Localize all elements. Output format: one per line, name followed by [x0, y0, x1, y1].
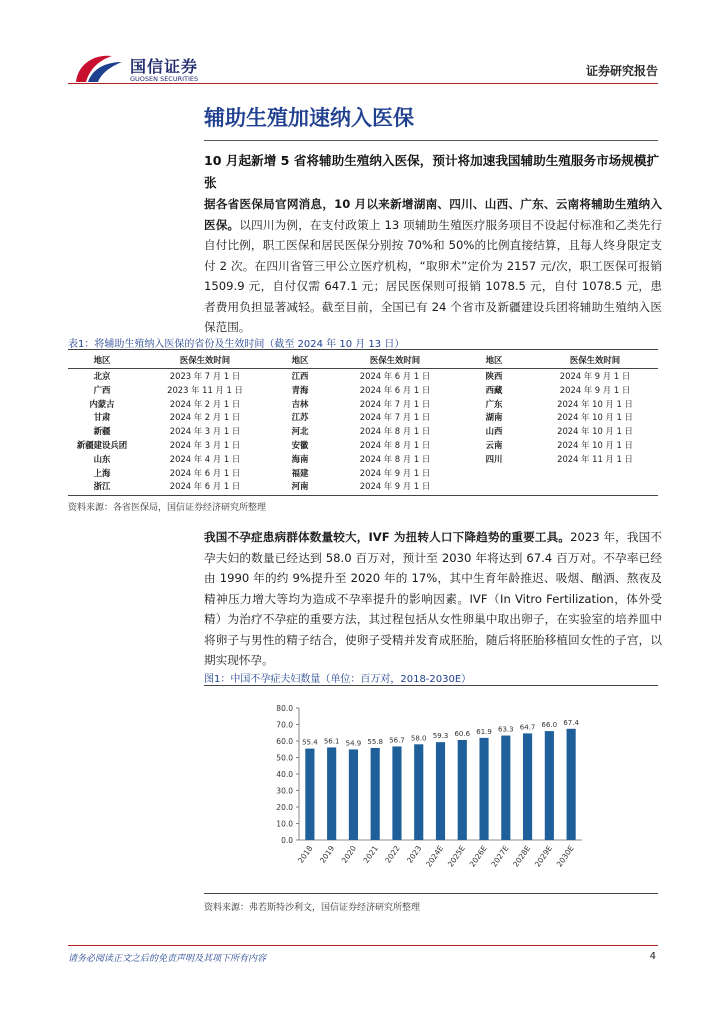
logo-chinese-name: 国信证券 — [130, 57, 199, 76]
figure-bottom-rule — [204, 893, 658, 894]
table-cell-date: 2024 年 3 月 1 日 — [169, 426, 241, 437]
table-cell-region: 上海 — [93, 467, 111, 478]
table-cell-region: 山西 — [485, 426, 503, 437]
bar-2018 — [305, 749, 314, 840]
table-cell-date: 2023 年 11 月 1 日 — [167, 384, 243, 395]
footer-disclaimer: 请务必阅读正文之后的免责声明及其项下所有内容 — [68, 954, 267, 964]
table-cell-date: 2024 年 8 月 1 日 — [359, 453, 431, 464]
table-header-region: 地区 — [93, 355, 111, 365]
table-cell-date: 2024 年 9 月 1 日 — [359, 481, 431, 492]
data-label: 64.7 — [519, 723, 536, 732]
table-cell-date: 2024 年 11 月 1 日 — [557, 453, 633, 464]
table-cell-region: 北京 — [93, 371, 111, 381]
paragraph-insurance-policy — [204, 194, 662, 338]
data-label: 56.1 — [323, 737, 340, 746]
table-cell-region: 新疆 — [93, 426, 111, 437]
data-label: 58.0 — [410, 734, 427, 743]
y-tick-label: 10.0 — [276, 819, 293, 829]
table-cell-date: 2024 年 10 月 1 日 — [557, 426, 633, 437]
paragraph-ivf — [204, 527, 662, 671]
data-label: 59.3 — [432, 732, 449, 741]
bar-2027E — [501, 736, 510, 840]
table-cell-region: 河南 — [291, 481, 309, 492]
data-label: 61.9 — [476, 727, 492, 736]
company-logo — [72, 52, 200, 92]
y-tick-label: 70.0 — [276, 720, 293, 730]
table-cell-date: 2024 年 2 月 1 日 — [169, 398, 241, 409]
table-cell-region: 浙江 — [93, 481, 111, 492]
data-label: 56.7 — [389, 736, 405, 745]
bar-2028E — [523, 733, 532, 840]
table-header-region: 地区 — [485, 355, 503, 365]
table-cell-region: 安徽 — [291, 440, 309, 450]
table-header-rule — [68, 368, 658, 369]
table-cell-region: 新疆建设兵团 — [76, 440, 128, 450]
table-cell-date: 2024 年 3 月 1 日 — [169, 440, 241, 450]
table-cell-region: 湖南 — [485, 412, 503, 423]
paragraph-lead: 据各省医保局官网消息，10 月以来新增湖南、四川、山西、广东、云南将辅助生殖纳入医保。 — [204, 197, 662, 232]
bar-2024E — [436, 742, 445, 840]
x-tick-label: 2030E — [554, 843, 576, 869]
y-tick-label: 20.0 — [276, 803, 293, 812]
table-cell-region: 山东 — [93, 453, 111, 464]
page-number: 4 — [649, 951, 656, 962]
table-cell-region: 江苏 — [291, 412, 309, 423]
table-cell-date: 2024 年 6 月 1 日 — [359, 384, 431, 395]
table-cell-date: 2024 年 9 月 1 日 — [359, 467, 431, 478]
table-cell-date: 2024 年 9 月 1 日 — [559, 384, 631, 395]
y-tick-label: 40.0 — [276, 770, 293, 779]
table-cell-region: 福建 — [291, 467, 309, 478]
figure-source: 资料来源：弗若斯特沙利文，国信证券经济研究所整理 — [204, 903, 421, 913]
page-title: 辅助生殖加速纳入医保 — [204, 106, 414, 130]
x-tick-label: 2029E — [532, 843, 554, 869]
y-tick-label: 0.0 — [281, 836, 293, 845]
paragraph-body: 2023 年，我国不孕夫妇的数量已经达到 58.0 百万对，预计至 2030 年将达到 67.4 百万对。不孕率已经由 1990 年的约 9%提升至 2020 年的 17%，其中生育年龄推迟、吸烟、酗酒、熬夜及精神压力增大等均为造成不孕率提升的影响因素。IVF（In Vitro Fertilization，体外受精）为治疗不孕症的重要方法，其过程包括从女性卵巢中取出卵子，在实验室的培养皿中将卵子与男性的精子结合，使卵子受精并发育成胚胎，随后将胚胎移植回女性的子宫，以期实现怀孕。 — [204, 530, 662, 667]
table-cell-date: 2024 年 6 月 1 日 — [169, 467, 241, 478]
bar-2025E — [458, 740, 467, 840]
y-tick-label: 80.0 — [276, 704, 293, 713]
table-cell-region: 内蒙古 — [89, 398, 115, 409]
table-cell-date: 2023 年 7 月 1 日 — [169, 371, 241, 381]
table-cell-region: 青海 — [291, 384, 309, 395]
bar-2021 — [371, 748, 380, 840]
table-cell-region: 江西 — [291, 371, 309, 381]
table-cell-region: 云南 — [485, 440, 503, 450]
bar-2020 — [349, 749, 358, 840]
table-cell-region: 河北 — [291, 426, 309, 437]
data-label: 63.3 — [498, 725, 514, 734]
table-cell-date: 2024 年 4 月 1 日 — [169, 453, 241, 464]
table-cell-date: 2024 年 10 月 1 日 — [557, 440, 633, 450]
x-tick-label: 2026E — [467, 843, 489, 869]
x-tick-label: 2022 — [383, 843, 402, 865]
table-header-date: 医保生效时间 — [369, 355, 421, 365]
x-tick-label: 2021 — [361, 843, 380, 865]
table-cell-region: 陕西 — [485, 371, 503, 381]
figure-top-rule — [204, 685, 658, 686]
infertility-bar-chart — [204, 690, 658, 890]
table-cell-region: 四川 — [485, 453, 503, 464]
data-label: 60.6 — [454, 730, 471, 739]
table-header-date: 医保生效时间 — [569, 355, 621, 365]
table-cell-date: 2024 年 7 月 1 日 — [359, 412, 431, 423]
bar-2026E — [479, 738, 488, 840]
table-cell-date: 2024 年 8 月 1 日 — [359, 426, 431, 437]
data-label: 54.9 — [345, 739, 362, 748]
x-tick-label: 2024E — [424, 843, 446, 869]
section-subheading: 10 月起新增 5 省将辅助生殖纳入医保，预计将加速我国辅助生殖服务市场规模扩张 — [204, 153, 660, 190]
y-tick-label: 30.0 — [276, 786, 293, 796]
table-bottom-rule — [68, 495, 658, 496]
table-cell-date: 2024 年 6 月 1 日 — [169, 481, 241, 492]
data-label: 67.4 — [563, 718, 579, 727]
bar-2019 — [327, 747, 336, 840]
logo-english-name: GUOSEN SECURITIES — [130, 75, 199, 83]
data-label: 66.0 — [541, 721, 558, 730]
data-label: 55.4 — [302, 738, 318, 747]
table-header-region: 地区 — [291, 355, 309, 365]
table-cell-region: 吉林 — [291, 398, 309, 409]
table-cell-date: 2024 年 2 月 1 日 — [169, 412, 241, 423]
table-cell-date: 2024 年 7 月 1 日 — [359, 398, 431, 409]
x-tick-label: 2023 — [405, 843, 424, 865]
data-label: 55.8 — [367, 737, 383, 746]
table-cell-date: 2024 年 6 月 1 日 — [359, 371, 431, 381]
table-header-date: 医保生效时间 — [179, 355, 231, 365]
table-cell-region: 海南 — [291, 453, 309, 464]
table-cell-date: 2024 年 8 月 1 日 — [359, 440, 431, 450]
x-tick-label: 2028E — [511, 843, 533, 869]
table-cell-region: 广东 — [485, 398, 503, 409]
table-cell-date: 2024 年 10 月 1 日 — [557, 398, 633, 409]
footer-divider — [68, 945, 658, 946]
table-caption: 表1：将辅助生殖纳入医保的省份及生效时间（截至 2024 年 10 月 13 日） — [68, 339, 405, 350]
title-divider — [204, 140, 658, 141]
table-cell-region: 西藏 — [485, 384, 503, 395]
paragraph-lead: 我国不孕症患病群体数量较大，IVF 为扭转人口下降趋势的重要工具。 — [204, 530, 571, 544]
report-type-label: 证券研究报告 — [585, 64, 658, 78]
bar-2022 — [392, 746, 401, 840]
header-divider — [68, 83, 658, 84]
guosen-logo-icon — [72, 52, 126, 86]
table-cell-date: 2024 年 9 月 1 日 — [559, 371, 631, 381]
figure-caption: 图1：中国不孕症夫妇数量（单位：百万对，2018-2030E） — [204, 674, 472, 685]
table-top-rule — [68, 349, 658, 350]
table-cell-region: 广西 — [93, 384, 111, 395]
x-tick-label: 2019 — [317, 843, 337, 865]
table-cell-date: 2024 年 10 月 1 日 — [557, 412, 633, 423]
y-tick-label: 60.0 — [276, 737, 293, 746]
x-tick-label: 2025E — [445, 843, 467, 869]
x-tick-label: 2018 — [296, 843, 315, 865]
y-tick-label: 50.0 — [276, 753, 293, 763]
table-source: 资料来源：各省医保局，国信证券经济研究所整理 — [68, 503, 267, 513]
bar-2023 — [414, 744, 423, 840]
x-tick-label: 2020 — [339, 843, 359, 865]
table-cell-region: 甘肃 — [93, 412, 111, 423]
bar-2030E — [567, 729, 576, 840]
bar-2029E — [545, 731, 554, 840]
x-tick-label: 2027E — [489, 843, 511, 869]
paragraph-body: 以四川为例，在支付政策上 13 项辅助生殖医疗服务项目不设起付标准和乙类先行自付比例，职工医保和居民医保分别按 70%和 50%的比例直接结算，且每人终身限定支付 2 次。在四川省管三甲公立医疗机构，“取卵术”定价为 2157 元/次，职工医保可报销 1509.9 元，自付仅需 647.1 元；居民医保则可报销 1078.5 元，自付 1078.5 元，患者费用负担显著减轻。截至目前，全国已有 24 个省市及新疆建设兵团将辅助生殖纳入医保范围。 — [204, 217, 662, 334]
